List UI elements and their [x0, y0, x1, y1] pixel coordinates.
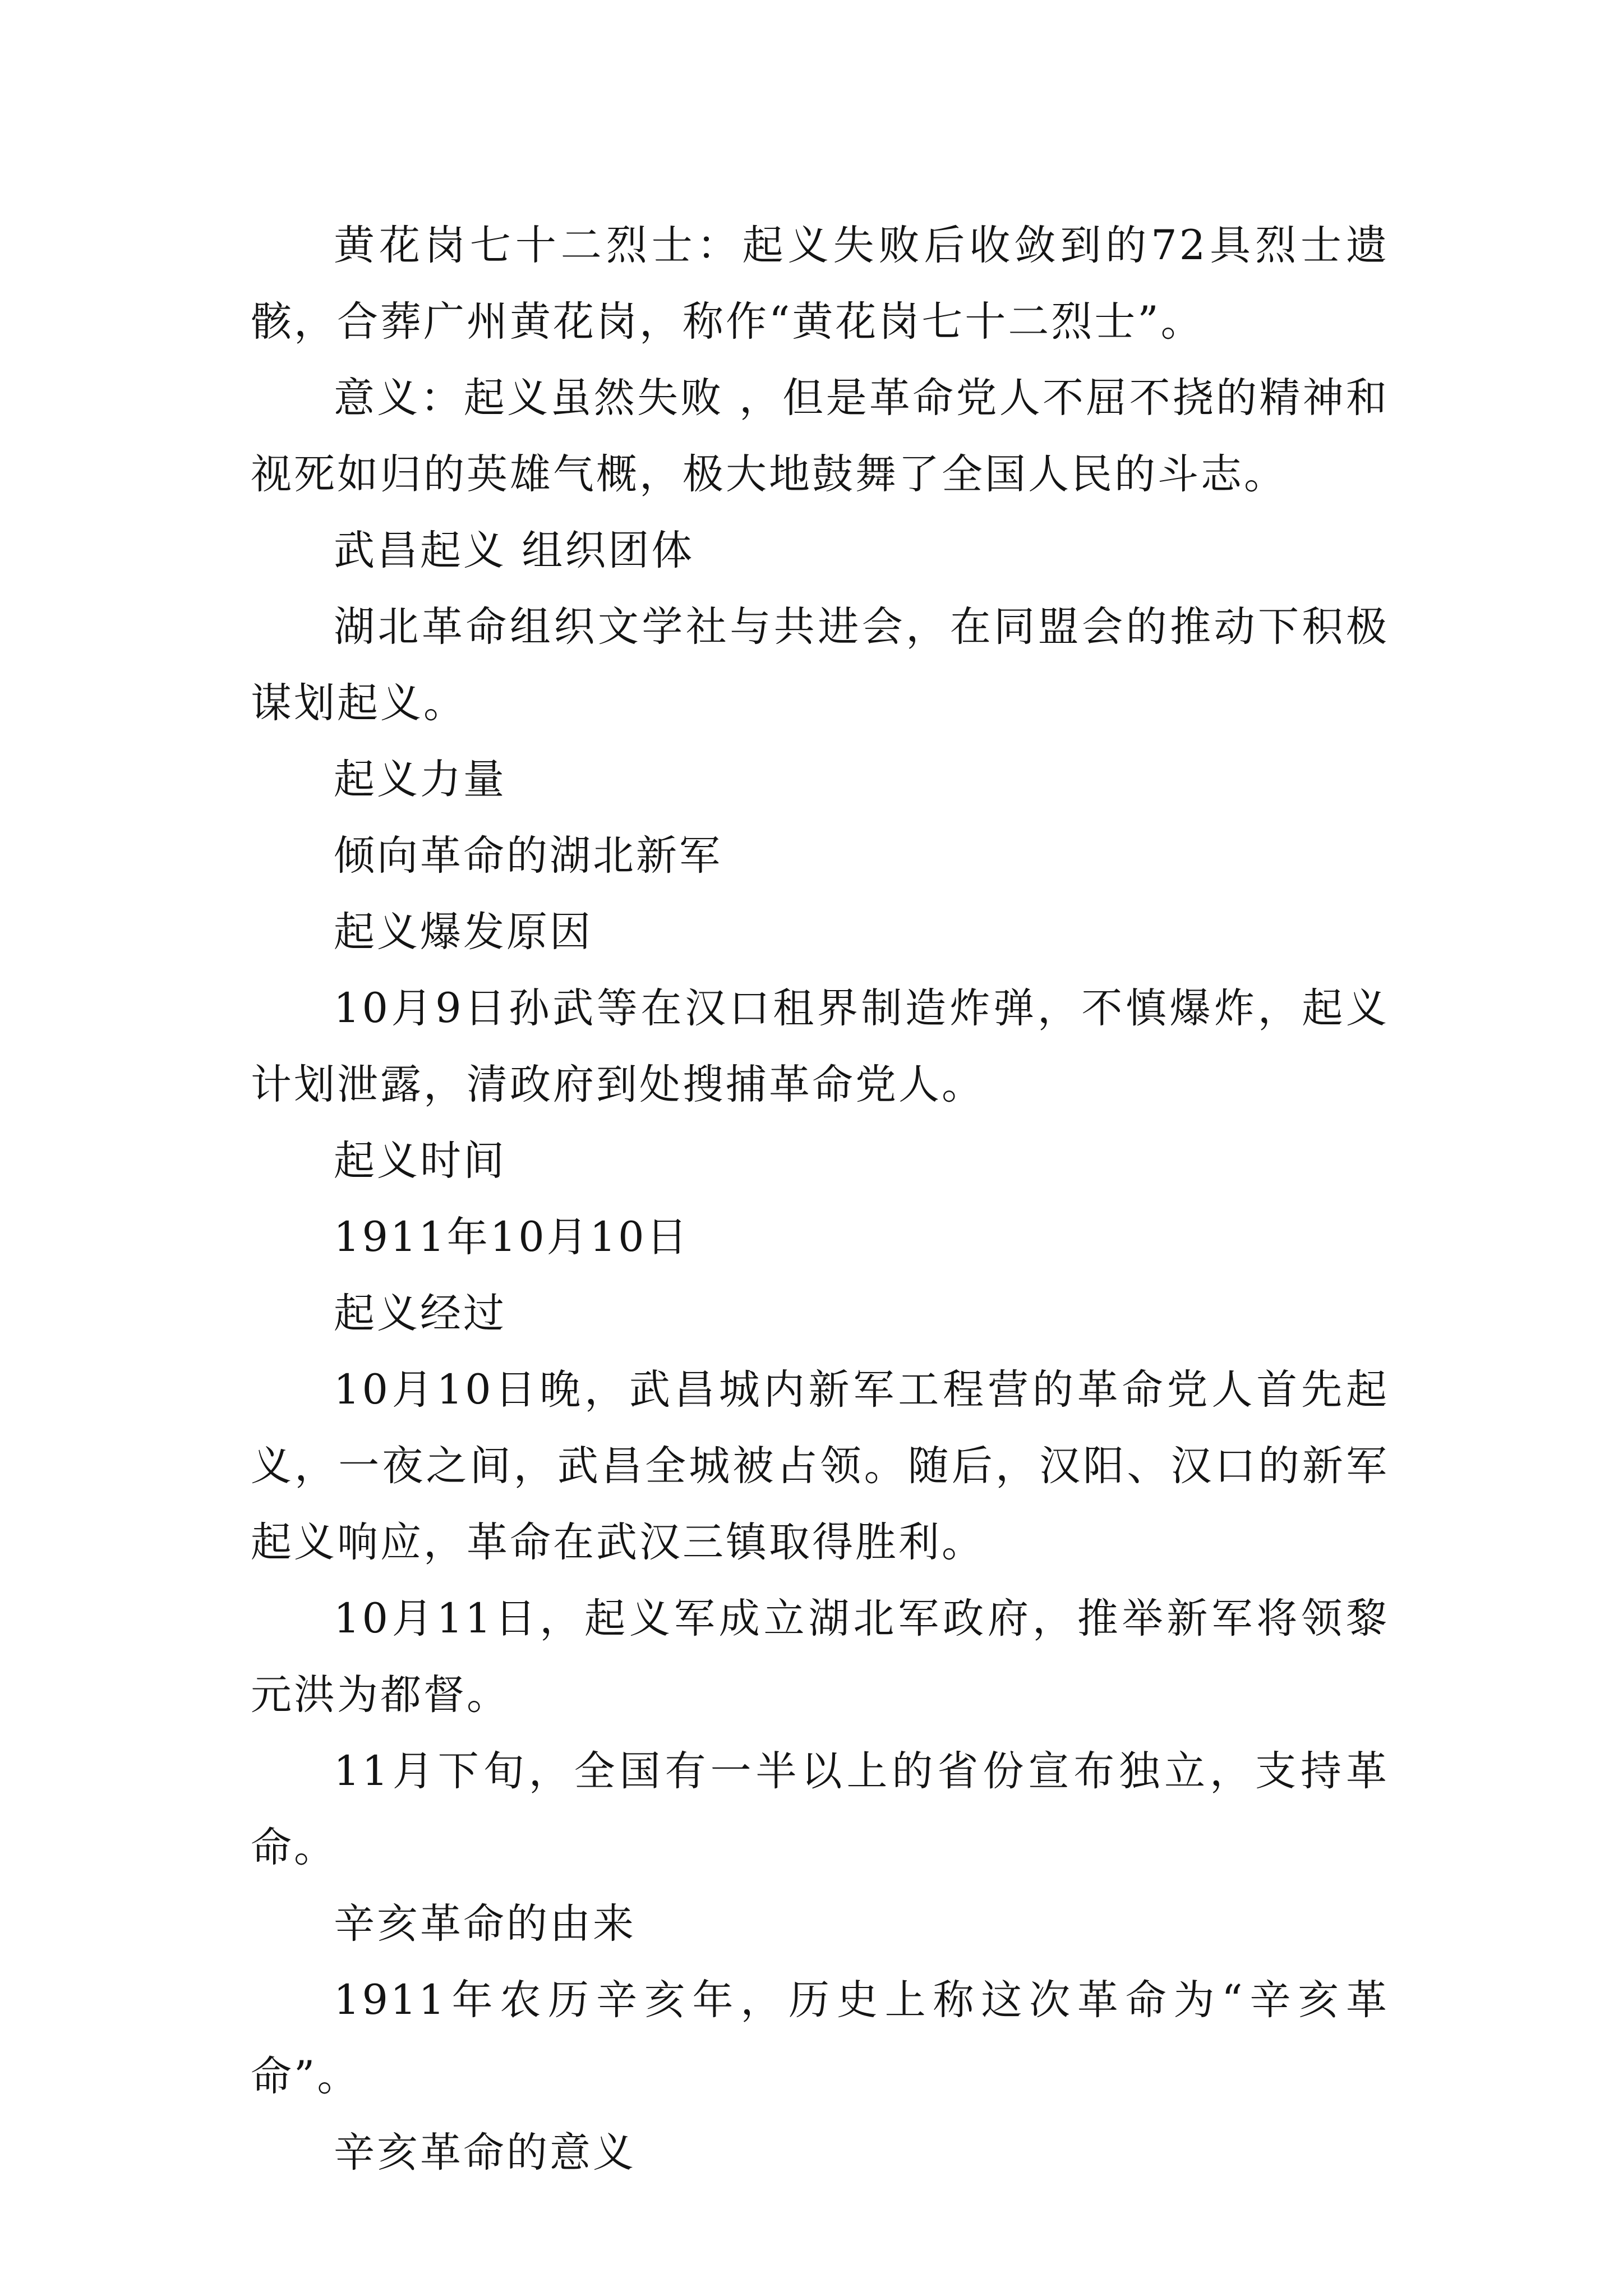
paragraph-xinhai-name: 1911年农历辛亥年，历史上称这次革命为“辛亥革命”。 — [251, 1976, 1389, 2100]
paragraph-huanghuagang-martyrs: 黄花岗七十二烈士：起义失败后收敛到的72具烈士遗骸，合葬广州黄花岗，称作“黄花岗七十二烈士”。 — [251, 222, 1389, 346]
paragraph-late-november: 11月下旬，全国有一半以上的省份宣布独立，支持革命。 — [251, 1747, 1389, 1871]
heading-uprising-cause: 起义爆发原因 — [334, 908, 593, 956]
paragraph-new-army: 倾向革命的湖北新军 — [334, 832, 722, 880]
paragraph-oct-11-events: 10月11日，起义军成立湖北军政府，推举新军将领黎元洪为都督。 — [251, 1595, 1389, 1719]
heading-uprising-course: 起义经过 — [334, 1290, 506, 1337]
paragraph-hubei-groups: 湖北革命组织文学社与共进会，在同盟会的推动下积极谋划起义。 — [251, 603, 1389, 727]
document-body — [251, 208, 1389, 2191]
paragraph-significance: 意义：起义虽然失败 ，但是革命党人不屈不挠的精神和视死如归的英雄气概，极大地鼓舞了全国人民的斗志。 — [251, 374, 1389, 498]
heading-xinhai-origin: 辛亥革命的由来 — [334, 1900, 636, 1948]
paragraph-oct-10-events: 10月10日晚，武昌城内新军工程营的革命党人首先起义，一夜之间，武昌全城被占领。随后，汉阳、汉口的新军起义响应，革命在武汉三镇取得胜利。 — [251, 1366, 1389, 1566]
heading-xinhai-significance: 辛亥革命的意义 — [334, 2129, 636, 2177]
heading-uprising-force: 起义力量 — [334, 756, 506, 803]
heading-wuchang-organizations: 武昌起义 组织团体 — [334, 527, 695, 574]
paragraph-bomb-accident: 10月9日孙武等在汉口租界制造炸弹，不慎爆炸，起义计划泄露，清政府到处搜捕革命党人。 — [251, 984, 1389, 1108]
heading-uprising-time: 起义时间 — [334, 1137, 506, 1185]
paragraph-date: 1911年10月10日 — [334, 1213, 690, 1261]
